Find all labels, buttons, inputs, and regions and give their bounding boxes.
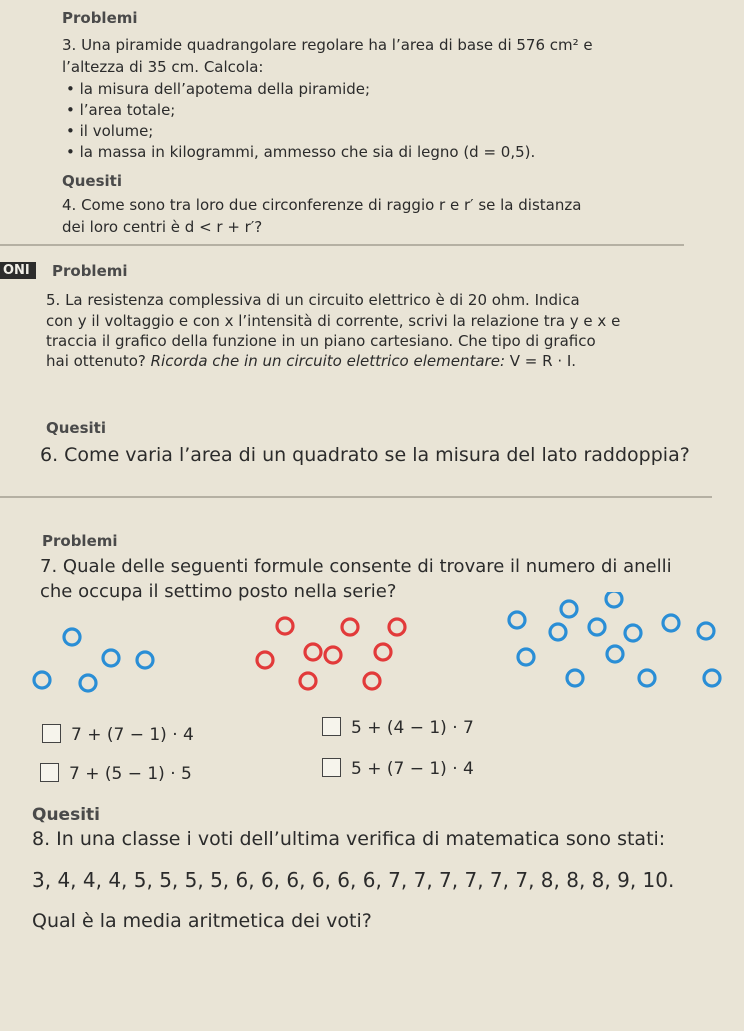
ring-term-2-1 [257,652,273,668]
ring-term-2-9 [375,644,391,660]
problem-3-item-4-text: la massa in kilogrammi, ammesso che sia di legno (d = 0,5). [79,143,536,161]
ring-pattern-term-3 [509,592,720,686]
problem-3-item-2: • l’area totale; [66,101,176,119]
section-header-quesiti-1: Quesiti [62,172,122,190]
ring-term-2-4 [305,644,321,660]
ring-term-3-4 [561,601,577,617]
ring-term-2-6 [342,619,358,635]
option-c-checkbox[interactable] [40,763,59,782]
section-badge: ONI [0,262,36,279]
problem-3-line-1: 3. Una piramide quadrangolare regolare ha l’area di base di 576 cm² e [62,36,593,54]
option-a[interactable] [42,724,194,745]
option-d-checkbox[interactable] [322,758,341,777]
question-4-line-2: dei loro centri è d < r + r′? [62,218,263,236]
ring-term-1-2 [80,675,96,691]
ring-term-3-3 [550,624,566,640]
problem-3-line-2: l’altezza di 35 cm. Calcola: [62,58,264,76]
problem-7-line-2: che occupa il settimo posto nella serie? [40,581,397,602]
section-header-quesiti-2: Quesiti [46,419,106,437]
ring-term-3-11 [663,615,679,631]
option-a-checkbox[interactable] [42,724,61,743]
ring-series-figure [0,592,744,698]
ring-term-2-2 [277,618,293,634]
section-header-quesiti-3: Quesiti [32,805,100,825]
problem-3-item-1: • la misura dell’apotema della piramide; [66,80,371,98]
ring-term-1-1 [34,672,50,688]
option-b[interactable] [322,717,474,738]
ring-term-3-10 [639,670,655,686]
problem-3-item-3-text: il volume; [79,122,154,140]
section-divider-2 [0,496,712,498]
ring-term-1-3 [64,629,80,645]
ring-pattern-term-1 [34,629,153,691]
question-6: 6. Come varia l’area di un quadrato se la misura del lato raddoppia? [40,444,690,466]
option-a-label: 7 + (7 − 1) · 4 [71,725,194,745]
ring-term-1-5 [137,652,153,668]
problem-7-line-1: 7. Quale delle seguenti formule consente di trovare il numero di anelli [40,556,672,577]
problem-3-item-1-text: la misura dell’apotema della piramide; [79,80,371,98]
ring-term-2-5 [325,647,341,663]
option-c[interactable] [40,763,192,784]
section-header-problemi-2: Problemi [52,262,128,280]
ring-term-3-8 [607,646,623,662]
section-header-problemi-1: Problemi [62,9,138,27]
section-divider-1 [0,244,684,246]
ring-term-3-1 [509,612,525,628]
ring-term-2-8 [389,619,405,635]
ring-term-3-2 [518,649,534,665]
option-d[interactable] [322,758,474,779]
option-d-label: 5 + (7 − 1) · 4 [351,759,474,779]
option-b-checkbox[interactable] [322,717,341,736]
ring-term-3-5 [567,670,583,686]
problem-5-formula: V = R · I. [509,352,577,370]
option-c-label: 7 + (5 − 1) · 5 [69,764,192,784]
ring-term-2-3 [300,673,316,689]
ring-term-3-12 [698,623,714,639]
problem-5-line-1: 5. La resistenza complessiva di un circuito elettrico è di 20 ohm. Indica [46,291,580,309]
ring-term-3-13 [704,670,720,686]
problem-5-line-4 [46,352,576,370]
ring-term-1-4 [103,650,119,666]
question-8-line-1: 8. In una classe i voti dell’ultima verifica di matematica sono stati: [32,828,666,850]
ring-term-3-9 [625,625,641,641]
problem-5-hint: Ricorda che in un circuito elettrico elementare: [150,352,505,370]
problem-5-line-4-start: hai ottenuto? [46,352,146,370]
question-8-grades-list: 3, 4, 4, 4, 5, 5, 5, 5, 6, 6, 6, 6, 6, 6, 7, 7, 7, 7, 7, 7, 8, 8, 8, 9, 10. [32,868,675,892]
ring-term-3-7 [606,592,622,607]
section-header-problemi-3: Problemi [42,532,118,550]
problem-3-item-3: • il volume; [66,122,154,140]
ring-term-3-6 [589,619,605,635]
question-8-line-3: Qual è la media aritmetica dei voti? [32,910,372,932]
ring-pattern-term-2 [257,618,405,689]
problem-3-item-4: • la massa in kilogrammi, ammesso che sia di legno (d = 0,5). [66,143,536,161]
ring-term-2-7 [364,673,380,689]
option-b-label: 5 + (4 − 1) · 7 [351,718,474,738]
problem-3-item-2-text: l’area totale; [79,101,176,119]
problem-5-line-3: traccia il grafico della funzione in un piano cartesiano. Che tipo di grafico [46,332,596,350]
problem-5-line-2: con y il voltaggio e con x l’intensità di corrente, scrivi la relazione tra y e x e [46,312,621,330]
question-4-line-1: 4. Come sono tra loro due circonferenze di raggio r e r′ se la distanza [62,196,582,214]
